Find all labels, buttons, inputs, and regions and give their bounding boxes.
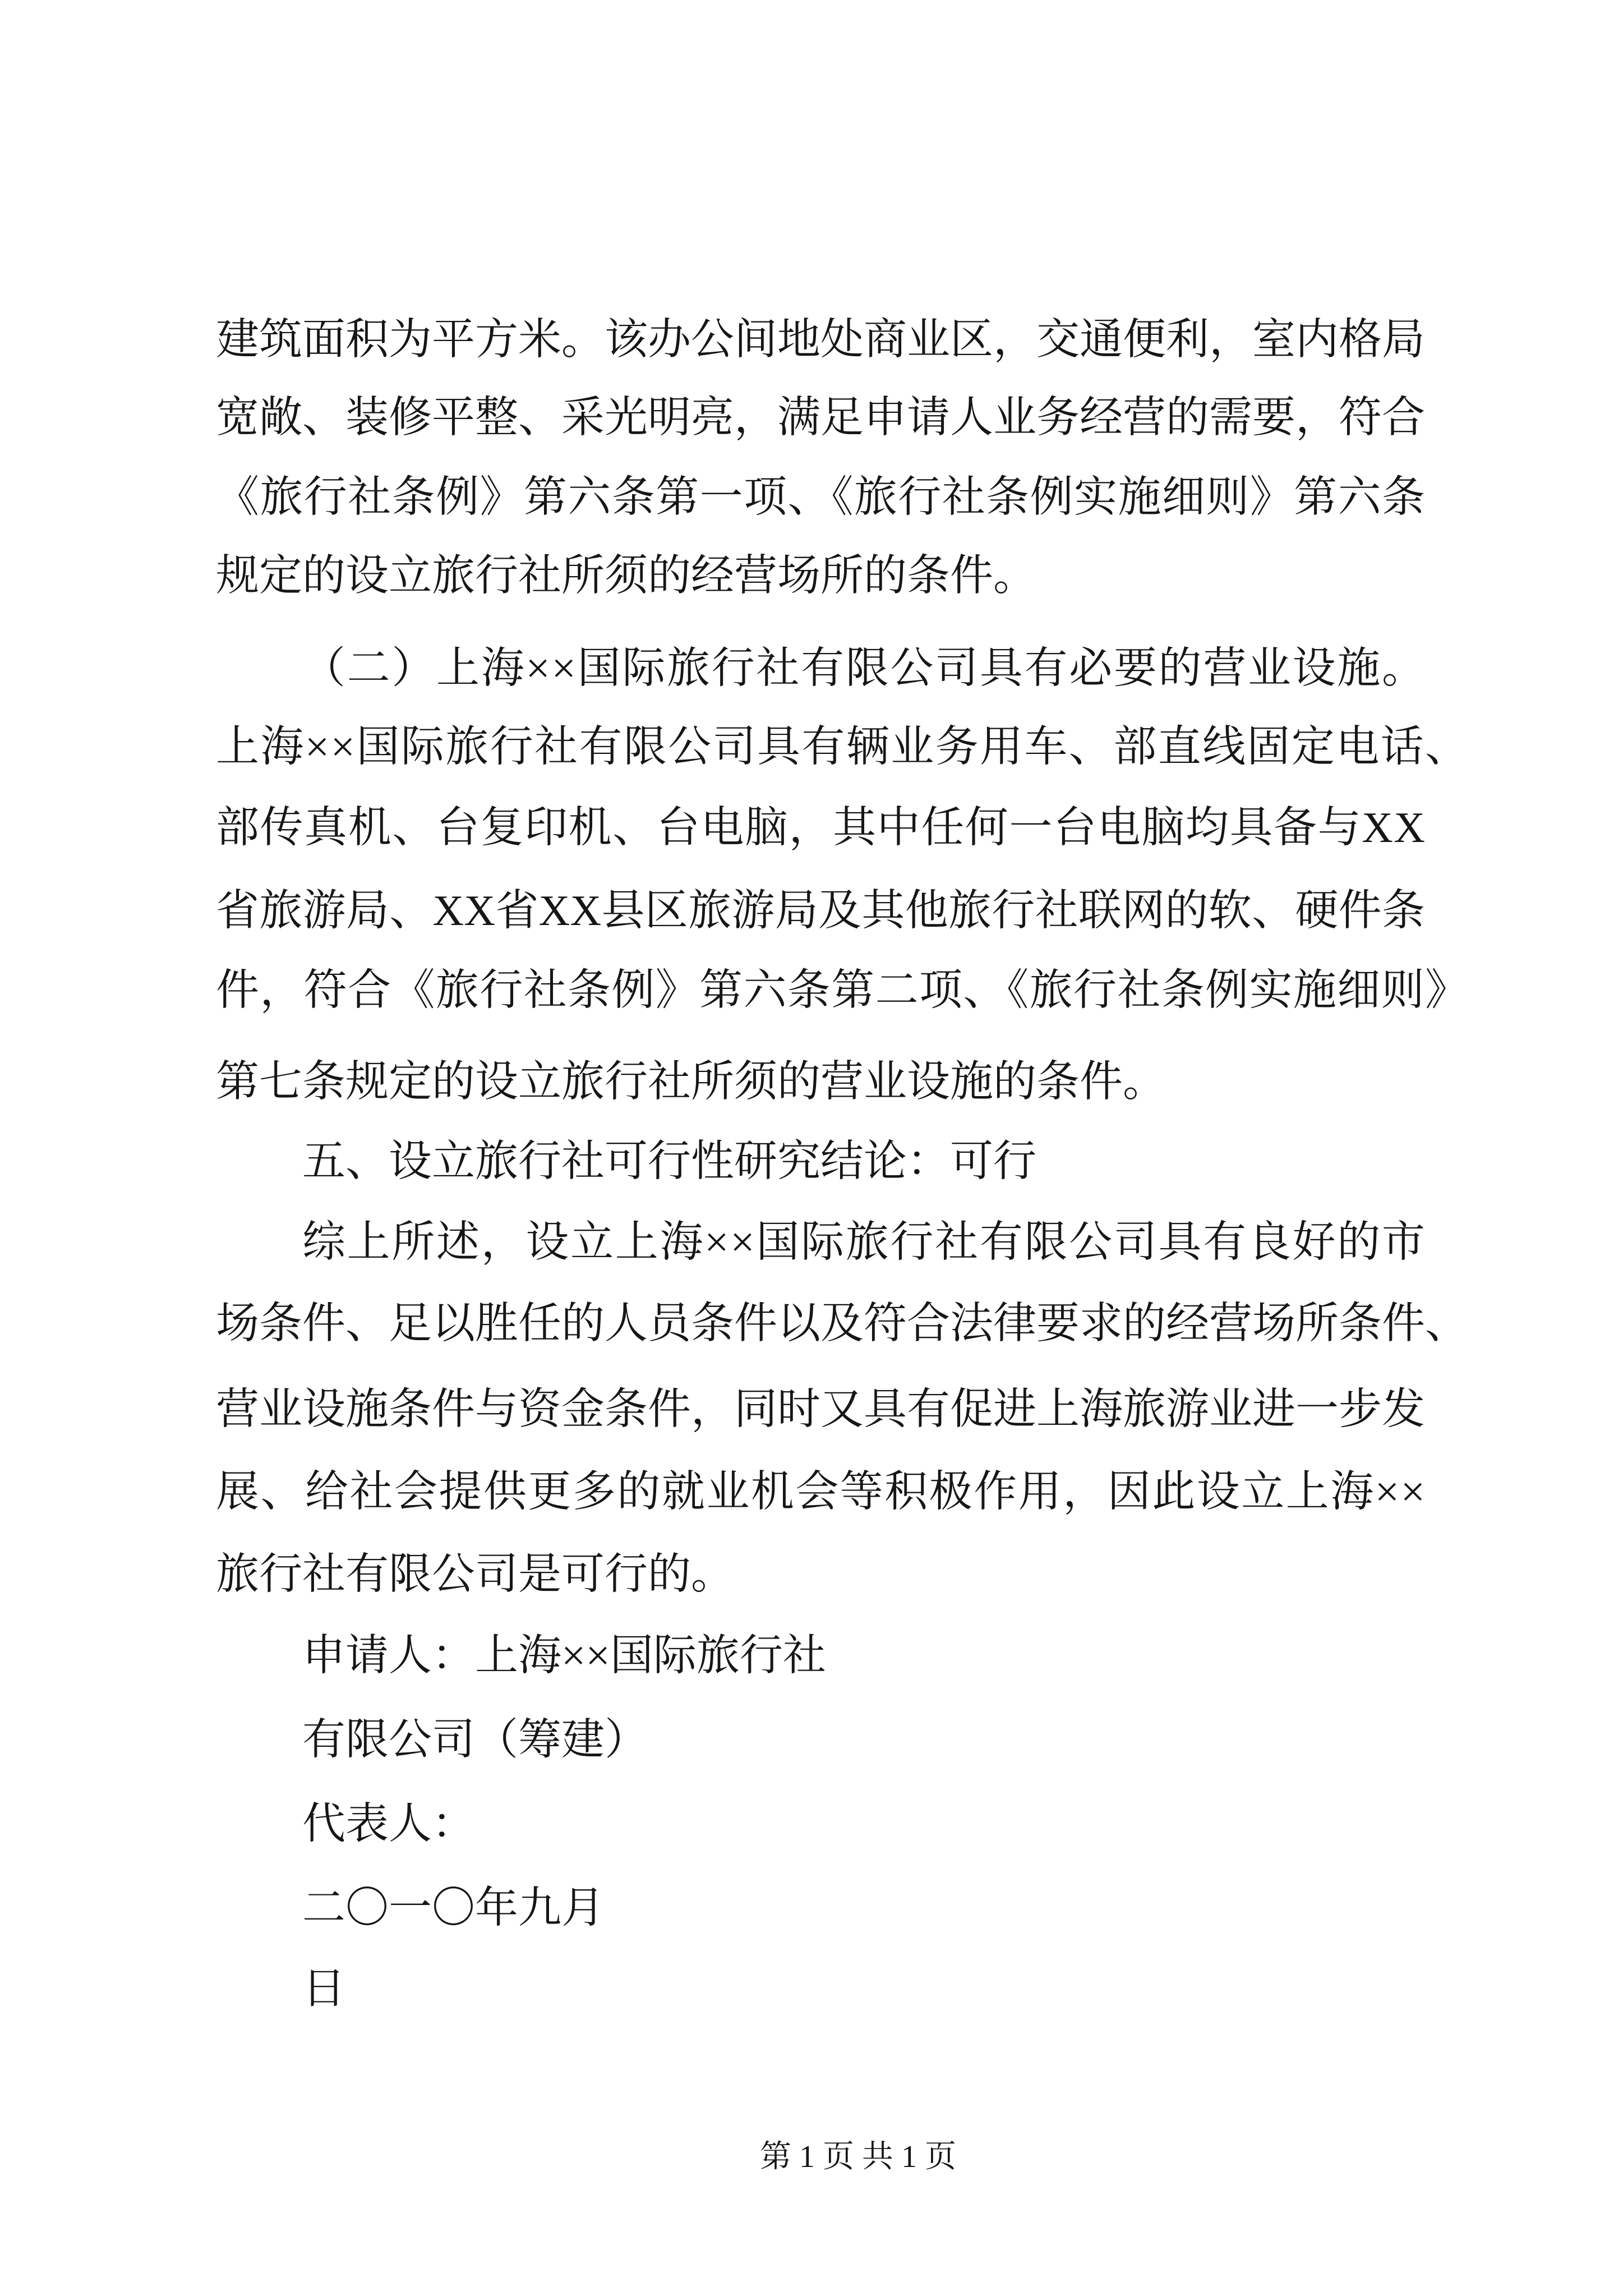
signature-applicant-continued: 有限公司（筹建） [302, 1715, 648, 1764]
signature-applicant: 申请人：上海××国际旅行社 [302, 1631, 826, 1680]
section-heading: 五、设立旅行社可行性研究结论：可行 [302, 1137, 1036, 1185]
signature-representative: 代表人： [302, 1800, 475, 1848]
paragraph-line: 省旅游局、XX省XX县区旅游局及其他旅行社联网的软、硬件条 [216, 886, 1426, 935]
paragraph-line: 第七条规定的设立旅行社所须的营业设施的条件。 [216, 1057, 1166, 1106]
signature-day: 日 [302, 1964, 345, 2013]
paragraph-line: 规定的设立旅行社所须的经营场所的条件。 [216, 551, 1036, 600]
paragraph-line: 上海××国际旅行社有限公司具有辆业务用车、部直线固定电话、 [216, 723, 1470, 771]
paragraph-line: 旅行社有限公司是可行的。 [216, 1550, 734, 1598]
paragraph-line: 件，符合《旅行社条例》第六条第二项、《旅行社条例实施细则》 [216, 966, 1469, 1014]
signature-date: 二〇一〇年九月 [302, 1884, 605, 1932]
paragraph-line: （二）上海××国际旅行社有限公司具有必要的营业设施。 [302, 644, 1427, 692]
page-footer: 第 1 页 共 1 页 [760, 2139, 956, 2174]
paragraph-line: 《旅行社条例》第六条第一项、《旅行社条例实施细则》第六条 [216, 473, 1426, 521]
paragraph-line: 场条件、足以胜任的人员条件以及符合法律要求的经营场所条件、 [216, 1299, 1468, 1347]
paragraph-line: 部传真机、台复印机、台电脑，其中任何一台电脑均具备与XX [216, 803, 1426, 852]
paragraph-line: 展、给社会提供更多的就业机会等积极作用，因此设立上海×× [216, 1467, 1427, 1516]
paragraph-line: 营业设施条件与资金条件，同时又具有促进上海旅游业进一步发 [216, 1385, 1425, 1433]
paragraph-line: 宽敞、装修平整、采光明亮，满足申请人业务经营的需要，符合 [216, 393, 1425, 441]
paragraph-line: 建筑面积为平方米。该办公间地处商业区，交通便利，室内格局 [216, 315, 1425, 364]
paragraph-line: 综上所述，设立上海××国际旅行社有限公司具有良好的市 [302, 1218, 1427, 1266]
